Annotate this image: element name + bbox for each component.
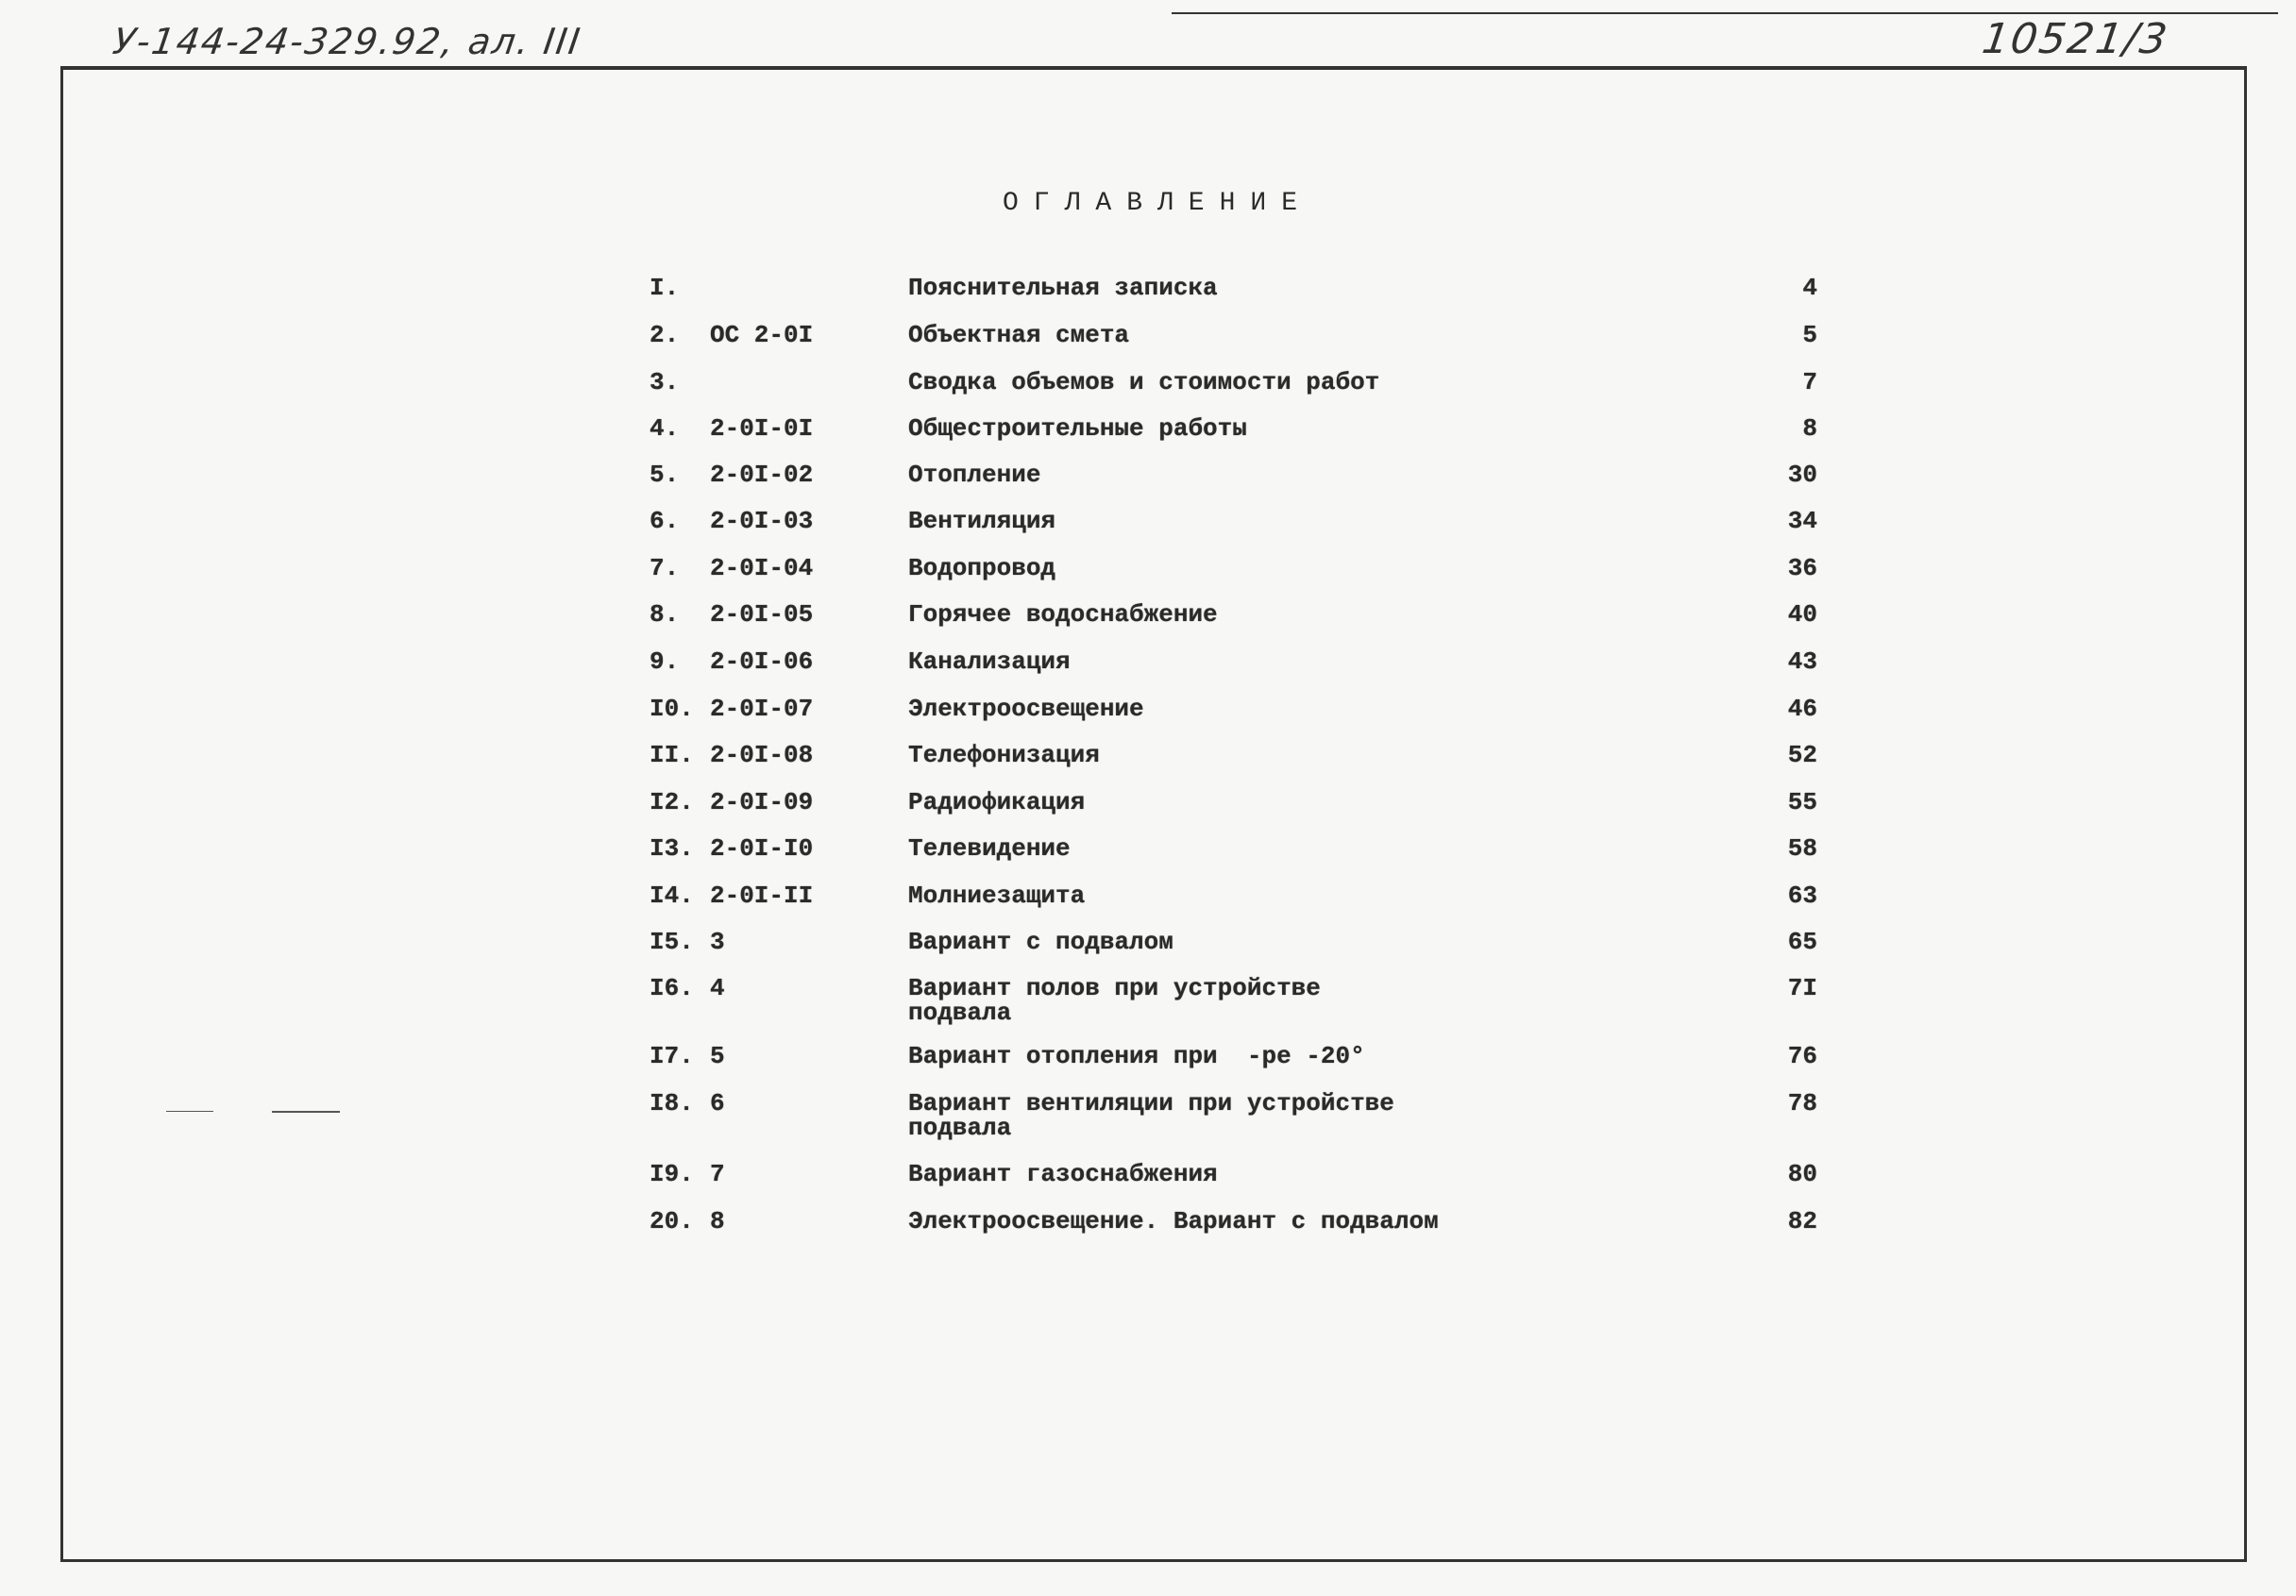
entry-num: II. — [650, 741, 694, 769]
entry-text: Пояснительная записка — [908, 274, 1218, 302]
entry-text: Водопровод — [908, 554, 1056, 582]
entry-num: 20. — [650, 1207, 694, 1235]
entry-page: 52 — [1787, 741, 1817, 769]
entry-page: 7 — [1802, 368, 1817, 396]
entry-page: 46 — [1787, 695, 1817, 723]
entry-page: 65 — [1787, 928, 1817, 956]
entry-page: 76 — [1787, 1042, 1817, 1070]
entry-text: Общестроительные работы — [908, 414, 1247, 443]
entry-num: I5. — [650, 928, 694, 956]
entry-text: Электроосвещение. Вариант с подвалом — [908, 1207, 1439, 1235]
document-code: У-144-24-329.92, ал. III — [110, 21, 584, 62]
entry-num: 6. — [650, 507, 680, 535]
entry-page: 55 — [1787, 788, 1817, 816]
entry-text: Горячее водоснабжение — [908, 600, 1218, 629]
entry-num: I2. — [650, 788, 694, 816]
entry-page: 34 — [1787, 507, 1817, 535]
entry-text: Вариант отопления при -ре -20° — [908, 1042, 1365, 1070]
entry-text: Телефонизация — [908, 741, 1100, 769]
entry-num: 9. — [650, 647, 680, 676]
entry-page: 63 — [1787, 882, 1817, 910]
entry-code: 3 — [710, 928, 725, 956]
entry-num: 4. — [650, 414, 680, 443]
entry-code: 2-0I-I0 — [710, 834, 814, 863]
entry-code: 2-0I-04 — [710, 554, 814, 582]
entry-page: 58 — [1787, 834, 1817, 863]
entry-code: 5 — [710, 1042, 725, 1070]
entry-num: I9. — [650, 1160, 694, 1188]
entry-code: 6 — [710, 1089, 725, 1117]
entry-text: Вариант полов при устройстве подвала — [908, 974, 1321, 1027]
entry-num: I4. — [650, 882, 694, 910]
entry-text: Радиофикация — [908, 788, 1086, 816]
entry-num: 2. — [650, 321, 680, 349]
entry-text: Вариант с подвалом — [908, 928, 1173, 956]
entry-num: 8. — [650, 600, 680, 629]
entry-text: Вариант вентиляции при устройстве подвала — [908, 1089, 1394, 1142]
entry-num: 7. — [650, 554, 680, 582]
entry-page: 7I — [1787, 974, 1817, 1002]
entry-page: 36 — [1787, 554, 1817, 582]
entry-page: 43 — [1787, 647, 1817, 676]
entry-num: I0. — [650, 695, 694, 723]
entry-text: Электроосвещение — [908, 695, 1144, 723]
entry-page: 5 — [1802, 321, 1817, 349]
entry-code: 2-0I-06 — [710, 647, 814, 676]
entry-text: Сводка объемов и стоимости работ — [908, 368, 1380, 396]
entry-text: Канализация — [908, 647, 1071, 676]
stray-mark — [272, 1111, 340, 1113]
entry-code: 2-0I-09 — [710, 788, 814, 816]
sheet-number: 10521/3 — [1979, 15, 2172, 63]
entry-text: Молниезащита — [908, 882, 1086, 910]
entry-page: 40 — [1787, 600, 1817, 629]
entry-code: 4 — [710, 974, 725, 1002]
entry-page: 80 — [1787, 1160, 1817, 1188]
entry-code: 2-0I-02 — [710, 461, 814, 489]
entry-code: 2-0I-03 — [710, 507, 814, 535]
entry-num: I6. — [650, 974, 694, 1002]
top-border-line — [1172, 12, 2278, 14]
entry-text: Телевидение — [908, 834, 1071, 863]
entry-num: I. — [650, 274, 680, 302]
entry-num: 3. — [650, 368, 680, 396]
entry-code: 2-0I-0I — [710, 414, 814, 443]
entry-code: 2-0I-05 — [710, 600, 814, 629]
entry-page: 4 — [1802, 274, 1817, 302]
entry-num: I8. — [650, 1089, 694, 1117]
entry-num: I7. — [650, 1042, 694, 1070]
entry-code: 2-0I-II — [710, 882, 814, 910]
entry-num: 5. — [650, 461, 680, 489]
entry-page: 8 — [1802, 414, 1817, 443]
entry-text: Вентиляция — [908, 507, 1056, 535]
entry-text: Отопление — [908, 461, 1041, 489]
entry-num: I3. — [650, 834, 694, 863]
entry-code: 7 — [710, 1160, 725, 1188]
entry-page: 78 — [1787, 1089, 1817, 1117]
entry-page: 82 — [1787, 1207, 1817, 1235]
entry-code: 2-0I-07 — [710, 695, 814, 723]
entry-code: 2-0I-08 — [710, 741, 814, 769]
entry-code: ОС 2-0I — [710, 321, 814, 349]
page-title: ОГЛАВЛЕНИЕ — [1002, 189, 1313, 218]
stray-mark — [166, 1111, 213, 1112]
entry-page: 30 — [1787, 461, 1817, 489]
entry-text: Объектная смета — [908, 321, 1130, 349]
entry-text: Вариант газоснабжения — [908, 1160, 1218, 1188]
entry-code: 8 — [710, 1207, 725, 1235]
